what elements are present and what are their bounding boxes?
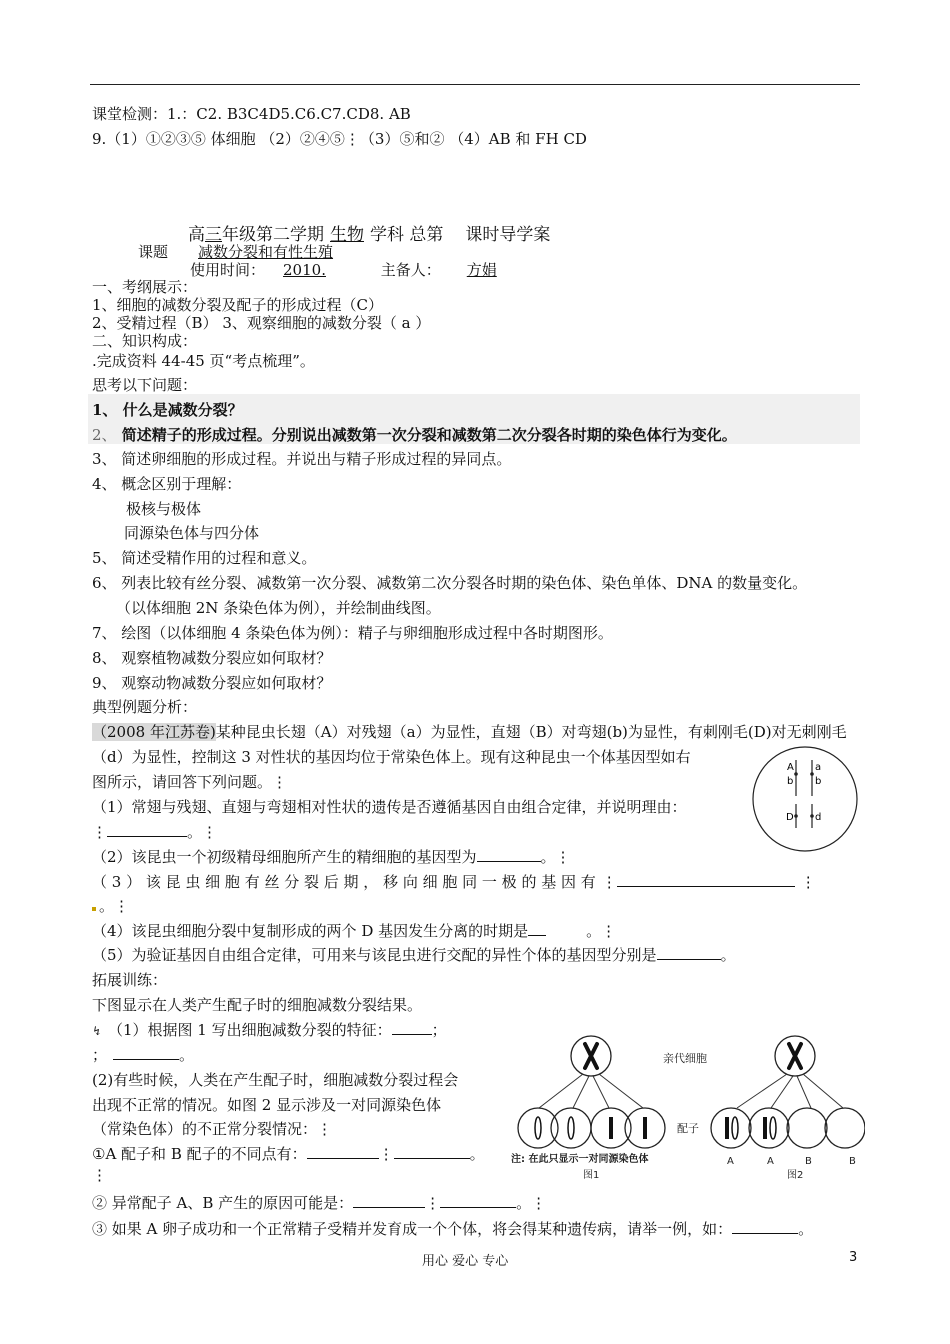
gene-label-D: D (786, 812, 794, 823)
example-part-2: （2）该昆虫一个初级精母细胞所产生的精细胞的基因型为 。⋮ (92, 848, 571, 866)
gene-label-b-left: b (787, 776, 794, 787)
example-part-5: （5）为验证基因自由组合定律，可用来与该昆虫进行交配的异性个体的基因型分别是 。 (92, 946, 736, 964)
knowledge-task: .完成资料 44-45 页“考点梳理”。 (92, 352, 315, 370)
extension-q2-2: ② 异常配子 A、B 产生的原因可能是： ⋮ 。⋮ (92, 1194, 547, 1212)
outline-heading: 一、考纲展示： (92, 278, 198, 296)
extension-q2-line-b: 出现不正常的情况。如图 2 显示涉及一对同源染色体 (92, 1096, 442, 1114)
answer-line-1: 课堂检测：1.：C2. B3C4D5.C6.C7.CD8. AB (92, 105, 411, 123)
cell-outline (753, 747, 857, 851)
example-part-1: （1）常翅与残翅、直翅与弯翅相对性状的遗传是否遵循基因自由组合定律，并说明理由： (92, 798, 687, 816)
question-3: 3、 简述卵细胞的形成过程。并说出与精子形成过程的异同点。 (92, 450, 512, 468)
gamete-label: 配子 (677, 1122, 699, 1135)
gamete-cell-fig2 (787, 1108, 827, 1148)
answer-blank[interactable] (353, 1193, 425, 1208)
answer-blank[interactable] (528, 921, 546, 936)
extension-q2-line-a: (2)有些时候，人类在产生配子时，细胞减数分裂过程会 (92, 1071, 459, 1089)
extension-intro: 下图显示在人类产生配子时的细胞减数分裂结果。 (92, 996, 423, 1014)
think-heading: 思考以下问题： (92, 376, 198, 394)
answer-blank[interactable] (394, 1144, 470, 1159)
question-8: 8、 观察植物减数分裂应如何取材？ (92, 649, 332, 667)
gamete-cell-fig1 (551, 1108, 591, 1148)
genotype-figure (752, 746, 860, 854)
answer-blank[interactable] (617, 872, 795, 887)
answer-blank[interactable] (113, 1045, 179, 1060)
example-heading: 典型例题分析： (92, 698, 198, 716)
example-part-1-answer: ⋮ 。⋮ (92, 823, 218, 841)
gamete-cell-fig2 (711, 1108, 751, 1148)
extension-q2-1-mark: ⋮ (92, 1166, 107, 1184)
gene-label-a: a (815, 762, 822, 773)
question-4: 4、 概念区别于理解： (92, 475, 242, 493)
gene-label-d: d (815, 812, 822, 823)
answer-blank[interactable] (392, 1020, 432, 1035)
meta-line: 使用时间： 2010. 主备人： 方娟 (190, 261, 497, 279)
gamete-A-label: A (727, 1156, 734, 1167)
gamete-cell-fig2 (825, 1108, 865, 1148)
example-part-3-end: 。⋮ (92, 895, 129, 916)
gene-label-A: A (787, 762, 794, 773)
question-5: 5、 简述受精作用的过程和意义。 (92, 549, 317, 567)
figure-2-caption: 图2 (787, 1170, 804, 1181)
gamete-cell-fig1 (518, 1108, 558, 1148)
answer-blank[interactable] (107, 822, 187, 837)
page-title: 高三年级第二学期 生物 学科 总第 课时导学案 (188, 225, 551, 245)
answer-blank[interactable] (307, 1144, 379, 1159)
extension-heading: 拓展训练： (92, 971, 168, 989)
figure-note: 注: 在此只显示一对同源染色体 (511, 1154, 649, 1165)
header-rule (90, 84, 860, 85)
gene-label-b-right: b (815, 776, 822, 787)
example-part-4: （4）该昆虫细胞分裂中复制形成的两个 D 基因发生分离的时期是 。⋮ (92, 922, 617, 940)
page-number: 3 (849, 1250, 858, 1265)
answer-blank[interactable] (440, 1193, 516, 1208)
extension-q2-1: ①A 配子和 B 配子的不同点有： ⋮ 。 (92, 1145, 485, 1163)
meiosis-figure (505, 1028, 865, 1188)
gamete-cell-fig2 (749, 1108, 789, 1148)
extension-q2-3: ③ 如果 A 卵子成功和一个正常精子受精并发育成一个个体，将会得某种遗传病，请举一例，如： 。 (92, 1220, 814, 1238)
question-4b: 同源染色体与四分体 (124, 524, 260, 542)
question-6b: （以体细胞 2N 条染色体为例），并绘制曲线图。 (116, 599, 441, 617)
gamete-B-label: B (805, 1156, 812, 1167)
example-stem-2: （d）为显性，控制这 3 对性状的基因均位于常染色体上。现有这种昆虫一个体基因型如右 (92, 748, 691, 766)
question-6: 6、 列表比较有丝分裂、减数第一次分裂、减数第二次分裂各时期的染色体、染色单体、DNA 的数量变化。 (92, 574, 808, 592)
example-part-3: （ 3 ） 该 昆 虫 细 胞 有 丝 分 裂 后 期 ， 移 向 细 胞 同 一 极 的 基 因 有 ⋮ ⋮ (92, 873, 816, 891)
answer-blank[interactable] (657, 945, 721, 960)
extension-q1b: ； 。 (92, 1046, 195, 1064)
answer-blank[interactable] (732, 1219, 798, 1234)
extension-q2-line-c: （常染色体）的不正常分裂情况：⋮ (92, 1120, 333, 1138)
knowledge-heading: 二、知识构成： (92, 332, 198, 350)
question-4a: 极核与极体 (126, 500, 202, 518)
figure-1-caption: 图1 (583, 1170, 600, 1181)
answer-line-2: 9.（1）①②③⑤ 体细胞 （2）②④⑤⋮（3）⑤和② （4）AB 和 FH CD (92, 130, 587, 148)
question-2: 2、 简述精子的形成过程。分别说出减数第一次分裂和减数第二次分裂各时期的染色体行为变化。 (92, 426, 737, 444)
example-stem-3: 图所示，请回答下列问题。⋮ (92, 773, 288, 791)
question-9: 9、 观察动物减数分裂应如何取材？ (92, 674, 332, 692)
gamete-A-label: A (767, 1156, 774, 1167)
answer-blank[interactable] (477, 847, 541, 862)
extension-q1: ↯ （1）根据图 1 写出细胞减数分裂的特征： ； (92, 1021, 447, 1039)
question-1: 1、 什么是减数分裂？ (92, 401, 243, 419)
question-7: 7、 绘图（以体细胞 4 条染色体为例）：精子与卵细胞形成过程中各时期图形。 (92, 624, 613, 642)
parent-cell-label: 亲代细胞 (663, 1052, 707, 1065)
example-stem-1: （2008 年江苏卷)某种昆虫长翅（A）对残翅（a）为显性，直翅（B）对弯翅(b)为显性，有刺刚毛(D)对无刺刚毛 (92, 723, 847, 741)
outline-item-2: 2、受精过程（B） 3、观察细胞的减数分裂（ a ） (92, 314, 431, 332)
footer-motto: 用心 爱心 专心 (422, 1254, 509, 1269)
gamete-B-label: B (849, 1156, 856, 1167)
topic-line: 课题 减数分裂和有性生殖 (138, 243, 334, 261)
outline-item-1: 1、细胞的减数分裂及配子的形成过程（C） (92, 296, 384, 314)
